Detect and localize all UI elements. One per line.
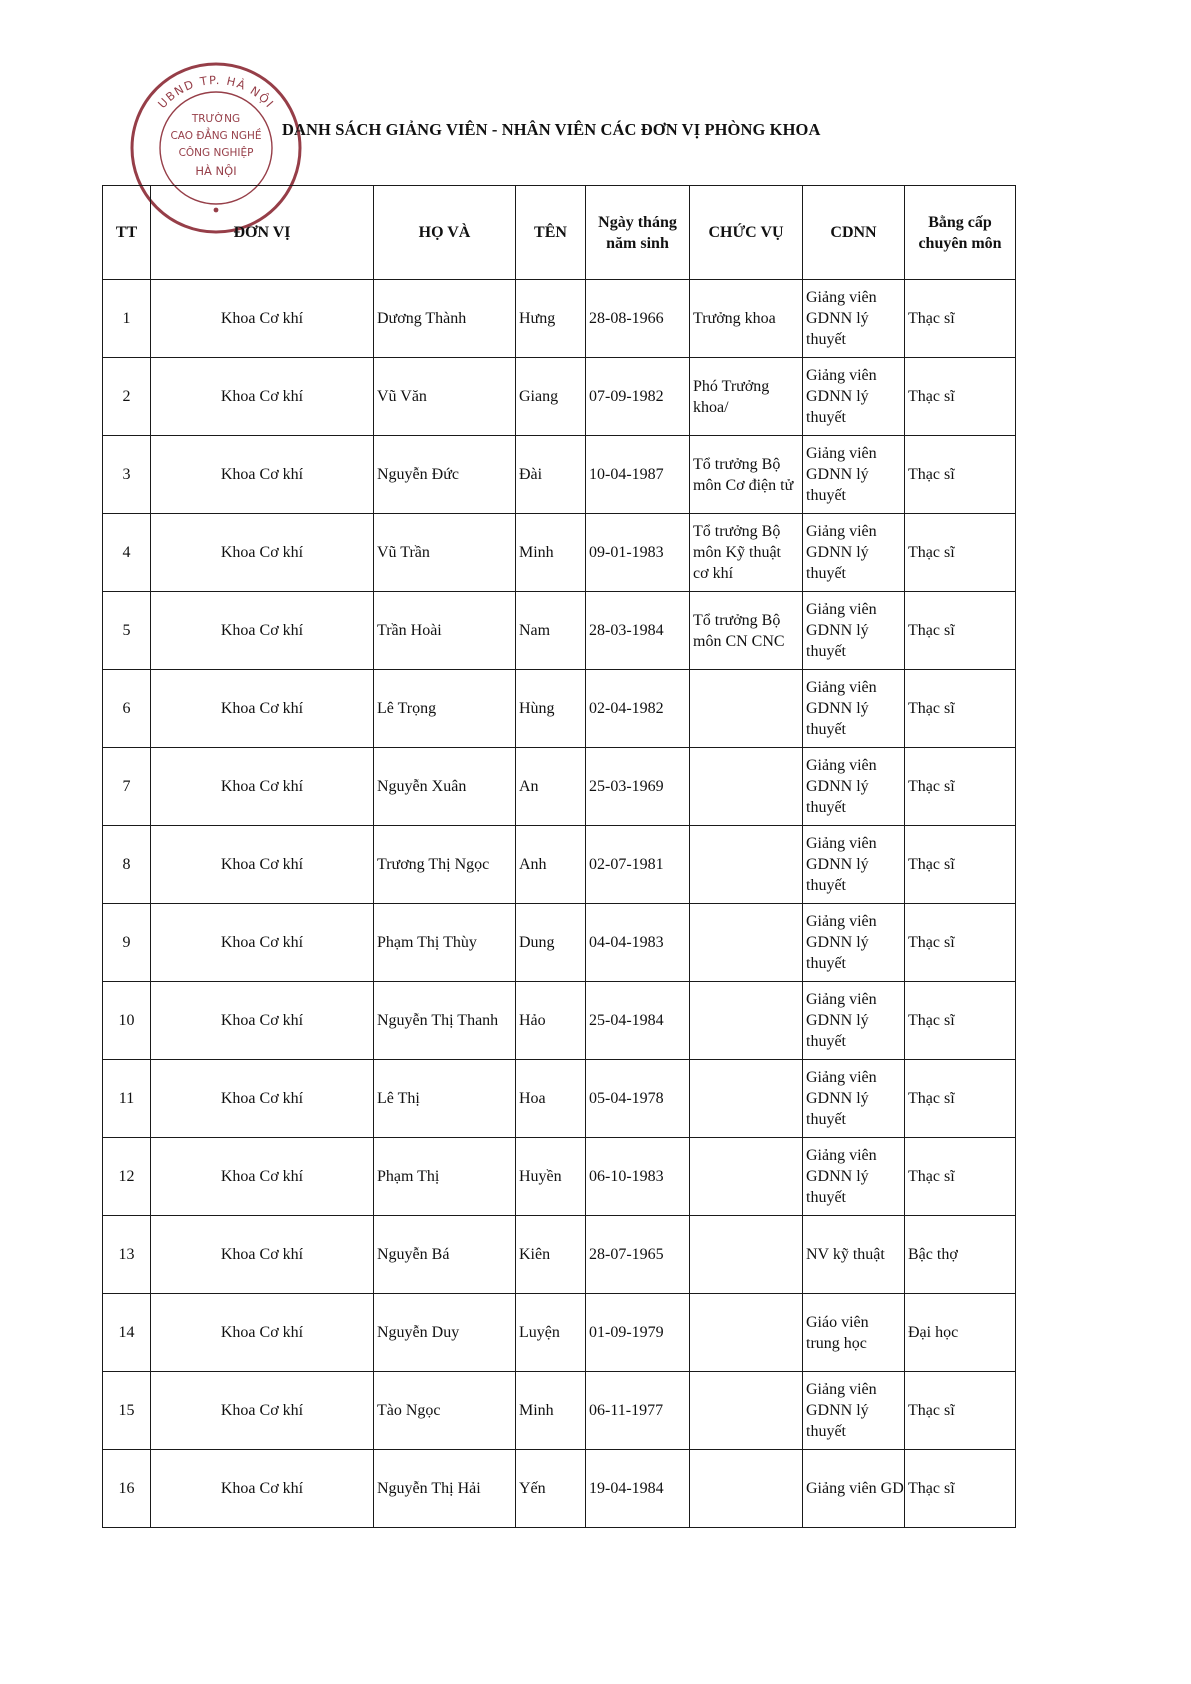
cell-ten: Đài (516, 436, 586, 514)
cell-ngay-sinh: 07-09-1982 (586, 358, 690, 436)
table-row (103, 1216, 1016, 1294)
cell-don-vi: Khoa Cơ khí (151, 358, 374, 436)
cell-bang-cap: Thạc sĩ (905, 280, 1016, 358)
cell-bang-cap: Thạc sĩ (905, 1450, 1016, 1528)
header-don-vi: ĐƠN VỊ (151, 186, 374, 280)
cell-tt: 6 (103, 670, 151, 748)
table-row (103, 592, 1016, 670)
cell-cdnn: Giảng viên GDNN lý thuyết (803, 904, 905, 982)
cell-ho-va: Phạm Thị Thùy (374, 904, 516, 982)
cell-don-vi: Khoa Cơ khí (151, 748, 374, 826)
cell-chuc-vu (690, 1060, 803, 1138)
cell-don-vi: Khoa Cơ khí (151, 982, 374, 1060)
cell-tt: 7 (103, 748, 151, 826)
cell-ngay-sinh: 06-10-1983 (586, 1138, 690, 1216)
cell-ten: Yến (516, 1450, 586, 1528)
cell-ten: Nam (516, 592, 586, 670)
cell-don-vi: Khoa Cơ khí (151, 592, 374, 670)
cell-bang-cap: Thạc sĩ (905, 592, 1016, 670)
cell-ten: An (516, 748, 586, 826)
table-row (103, 1060, 1016, 1138)
seal-line-1: TRƯỜNG (191, 113, 241, 125)
table-row (103, 436, 1016, 514)
cell-ho-va: Lê Thị (374, 1060, 516, 1138)
cell-tt: 11 (103, 1060, 151, 1138)
cell-chuc-vu: Tổ trưởng Bộ môn CN CNC (690, 592, 803, 670)
cell-bang-cap: Thạc sĩ (905, 904, 1016, 982)
cell-bang-cap: Thạc sĩ (905, 358, 1016, 436)
cell-ngay-sinh: 28-03-1984 (586, 592, 690, 670)
cell-bang-cap: Thạc sĩ (905, 1372, 1016, 1450)
cell-don-vi: Khoa Cơ khí (151, 1294, 374, 1372)
cell-tt: 12 (103, 1138, 151, 1216)
cell-cdnn: Giảng viên GDNN lý thuyết (803, 748, 905, 826)
cell-ngay-sinh: 02-07-1981 (586, 826, 690, 904)
table-row (103, 280, 1016, 358)
table-row (103, 358, 1016, 436)
cell-cdnn: Giảng viên GDNN lý thuyết (803, 358, 905, 436)
header-tt: TT (103, 186, 151, 280)
cell-ngay-sinh: 10-04-1987 (586, 436, 690, 514)
cell-ho-va: Vũ Văn (374, 358, 516, 436)
cell-chuc-vu (690, 826, 803, 904)
cell-ho-va: Nguyễn Thị Hải (374, 1450, 516, 1528)
cell-tt: 15 (103, 1372, 151, 1450)
cell-bang-cap: Thạc sĩ (905, 982, 1016, 1060)
cell-tt: 1 (103, 280, 151, 358)
staff-table (102, 185, 1016, 1528)
cell-cdnn: Giảng viên GDNN lý thuyết (803, 982, 905, 1060)
cell-ho-va: Tào Ngọc (374, 1372, 516, 1450)
cell-ho-va: Nguyễn Đức (374, 436, 516, 514)
cell-chuc-vu (690, 748, 803, 826)
cell-chuc-vu (690, 1294, 803, 1372)
cell-ten: Minh (516, 1372, 586, 1450)
cell-ngay-sinh: 19-04-1984 (586, 1450, 690, 1528)
table-row (103, 826, 1016, 904)
cell-cdnn: Giảng viên GDNN lý thuyết (803, 1060, 905, 1138)
cell-cdnn: NV kỹ thuật (803, 1216, 905, 1294)
cell-bang-cap: Thạc sĩ (905, 514, 1016, 592)
cell-bang-cap: Thạc sĩ (905, 1060, 1016, 1138)
cell-ten: Hùng (516, 670, 586, 748)
cell-chuc-vu (690, 982, 803, 1060)
cell-cdnn: Giảng viên GDNN lý thuyết (803, 280, 905, 358)
table-row (103, 1294, 1016, 1372)
cell-tt: 13 (103, 1216, 151, 1294)
cell-ho-va: Nguyễn Thị Thanh (374, 982, 516, 1060)
cell-cdnn: Giảng viên GDNN lý thuyết (803, 592, 905, 670)
table-row (103, 670, 1016, 748)
cell-ten: Giang (516, 358, 586, 436)
cell-chuc-vu: Trưởng khoa (690, 280, 803, 358)
cell-ten: Dung (516, 904, 586, 982)
header-chuc-vu: CHỨC VỤ (690, 186, 803, 280)
cell-don-vi: Khoa Cơ khí (151, 280, 374, 358)
seal-line-2: CAO ĐẲNG NGHỀ (170, 130, 262, 142)
cell-chuc-vu: Tổ trưởng Bộ môn Cơ điện tử (690, 436, 803, 514)
header-ten: TÊN (516, 186, 586, 280)
header-ho-va: HỌ VÀ (374, 186, 516, 280)
cell-don-vi: Khoa Cơ khí (151, 1372, 374, 1450)
cell-don-vi: Khoa Cơ khí (151, 904, 374, 982)
svg-text:UBND TP. HÀ NỘI (155, 73, 277, 111)
cell-chuc-vu (690, 1372, 803, 1450)
cell-ten: Luyện (516, 1294, 586, 1372)
cell-bang-cap: Thạc sĩ (905, 670, 1016, 748)
table-row (103, 748, 1016, 826)
cell-ho-va: Trần Hoài (374, 592, 516, 670)
cell-chuc-vu (690, 1138, 803, 1216)
cell-don-vi: Khoa Cơ khí (151, 670, 374, 748)
cell-cdnn: Giảng viên GDNN lý thuyết (803, 1372, 905, 1450)
cell-ho-va: Vũ Trần (374, 514, 516, 592)
cell-ho-va: Nguyễn Bá (374, 1216, 516, 1294)
cell-ho-va: Lê Trọng (374, 670, 516, 748)
cell-ngay-sinh: 28-08-1966 (586, 280, 690, 358)
table-row (103, 514, 1016, 592)
cell-tt: 2 (103, 358, 151, 436)
cell-ho-va: Nguyễn Duy (374, 1294, 516, 1372)
cell-ngay-sinh: 02-04-1982 (586, 670, 690, 748)
cell-don-vi: Khoa Cơ khí (151, 1138, 374, 1216)
cell-cdnn: Giảng viên GDNN lý thuyết (803, 436, 905, 514)
cell-ngay-sinh: 09-01-1983 (586, 514, 690, 592)
cell-chuc-vu: Tổ trưởng Bộ môn Kỹ thuật cơ khí (690, 514, 803, 592)
header-ngay-sinh: Ngày tháng năm sinh (586, 186, 690, 280)
cell-ho-va: Dương Thành (374, 280, 516, 358)
page-title: DANH SÁCH GIẢNG VIÊN - NHÂN VIÊN CÁC ĐƠN VỊ PHÒNG KHOA (282, 120, 821, 139)
cell-cdnn: Giảng viên GDNN lý thuyết (803, 826, 905, 904)
table-row (103, 982, 1016, 1060)
cell-ho-va: Trương Thị Ngọc (374, 826, 516, 904)
header-bang-cap: Bằng cấp chuyên môn (905, 186, 1016, 280)
cell-bang-cap: Thạc sĩ (905, 748, 1016, 826)
cell-cdnn: Giảng viên GDNN lý thuyết (803, 670, 905, 748)
cell-cdnn: Giảng viên GDNN lý thuyết (803, 1138, 905, 1216)
cell-tt: 8 (103, 826, 151, 904)
cell-tt: 5 (103, 592, 151, 670)
cell-tt: 3 (103, 436, 151, 514)
cell-ten: Hưng (516, 280, 586, 358)
cell-chuc-vu (690, 1216, 803, 1294)
cell-don-vi: Khoa Cơ khí (151, 436, 374, 514)
cell-don-vi: Khoa Cơ khí (151, 1060, 374, 1138)
seal-top-arc: UBND TP. HÀ NỘI (155, 72, 278, 112)
cell-don-vi: Khoa Cơ khí (151, 514, 374, 592)
cell-bang-cap: Thạc sĩ (905, 826, 1016, 904)
cell-don-vi: Khoa Cơ khí (151, 826, 374, 904)
cell-ten: Hoa (516, 1060, 586, 1138)
cell-tt: 4 (103, 514, 151, 592)
cell-ngay-sinh: 04-04-1983 (586, 904, 690, 982)
cell-tt: 16 (103, 1450, 151, 1528)
cell-cdnn: Giảng viên GD (803, 1450, 905, 1528)
cell-ten: Kiên (516, 1216, 586, 1294)
cell-chuc-vu: Phó Trưởng khoa/ (690, 358, 803, 436)
table-header-row (103, 186, 1016, 280)
cell-tt: 14 (103, 1294, 151, 1372)
cell-ho-va: Phạm Thị (374, 1138, 516, 1216)
cell-ten: Hảo (516, 982, 586, 1060)
cell-ho-va: Nguyễn Xuân (374, 748, 516, 826)
table-row (103, 1450, 1016, 1528)
cell-don-vi: Khoa Cơ khí (151, 1216, 374, 1294)
cell-chuc-vu (690, 1450, 803, 1528)
cell-ten: Anh (516, 826, 586, 904)
cell-ngay-sinh: 25-04-1984 (586, 982, 690, 1060)
table-row (103, 904, 1016, 982)
cell-bang-cap: Đại học (905, 1294, 1016, 1372)
cell-ten: Huyền (516, 1138, 586, 1216)
cell-ngay-sinh: 25-03-1969 (586, 748, 690, 826)
seal-line-3: CÔNG NGHIỆP (178, 147, 254, 159)
cell-tt: 9 (103, 904, 151, 982)
cell-cdnn: Giảng viên GDNN lý thuyết (803, 514, 905, 592)
cell-bang-cap: Thạc sĩ (905, 1138, 1016, 1216)
header-cdnn: CDNN (803, 186, 905, 280)
cell-chuc-vu (690, 904, 803, 982)
cell-ten: Minh (516, 514, 586, 592)
cell-bang-cap: Bậc thợ (905, 1216, 1016, 1294)
cell-ngay-sinh: 28-07-1965 (586, 1216, 690, 1294)
seal-line-4: HÀ NỘI (195, 164, 237, 178)
cell-cdnn: Giáo viên trung học (803, 1294, 905, 1372)
table-row (103, 1138, 1016, 1216)
table-row (103, 1372, 1016, 1450)
cell-don-vi: Khoa Cơ khí (151, 1450, 374, 1528)
cell-chuc-vu (690, 670, 803, 748)
cell-ngay-sinh: 05-04-1978 (586, 1060, 690, 1138)
cell-ngay-sinh: 01-09-1979 (586, 1294, 690, 1372)
cell-bang-cap: Thạc sĩ (905, 436, 1016, 514)
cell-tt: 10 (103, 982, 151, 1060)
cell-ngay-sinh: 06-11-1977 (586, 1372, 690, 1450)
